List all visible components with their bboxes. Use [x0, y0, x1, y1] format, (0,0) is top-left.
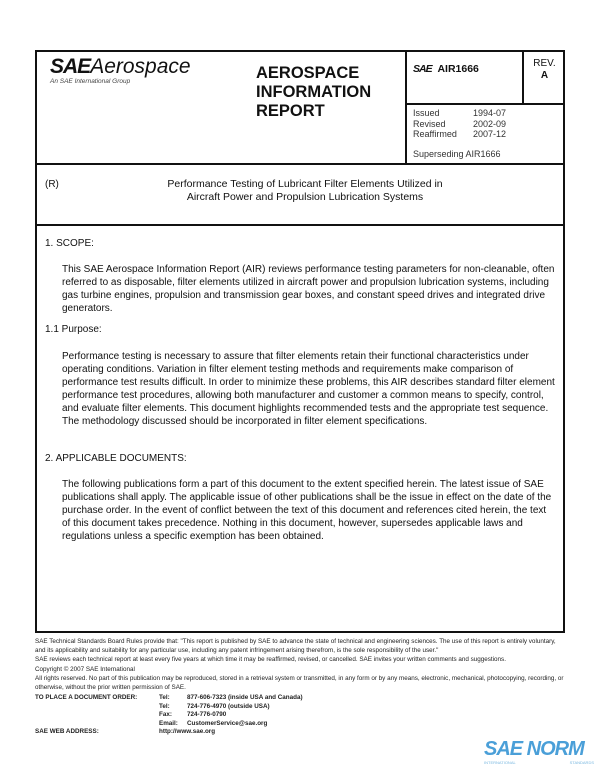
web-block — [35, 728, 567, 737]
document-title: Performance Testing of Lubricant Filter Elements Utilized in Aircraft Power and Propulsion Lubrication Systems — [167, 178, 443, 203]
date-table — [413, 108, 523, 140]
divider — [35, 224, 565, 226]
email-link[interactable]: CustomerService@sae.org — [187, 719, 268, 727]
section-1-text: This SAE Aerospace Information Report (AIR) reviews performance testing parameters for non-cleanable, often referred to as disposable, filter elements utilized in aircraft power and propulsion lubrication systems, including gas turbine engines, propulsion and transmission gear boxes, and constant speed drives and integrated drive generators. — [62, 264, 555, 314]
order-label: TO PLACE A DOCUMENT ORDER: — [35, 694, 138, 701]
section-1-1-text: Performance testing is necessary to assure that filter elements retain their functional characteristics under operating conditions. Variation in filter element testing methods and requirements make comparison of performance test results difficult. In order to minimize these problems, this AIR describes standard filter element performance test procedures, allowing both manufacturer and customer a common means to specify, control, and evaluate filter elements. This document highlights recommended tests and the appropriate test sequence. The methodology discussed should be incorporated in filter element specifications. — [62, 351, 555, 427]
revision: REV. A — [533, 58, 556, 81]
section-1-heading: 1. SCOPE: — [45, 238, 94, 249]
doc-number: SAE AIR1666 — [413, 63, 479, 75]
footer — [35, 638, 567, 737]
sae-aerospace-logo: SAEAerospace An SAE International Group — [50, 55, 191, 85]
watermark-caption: INTERNATIONAL STANDARDS — [484, 760, 594, 765]
order-block — [35, 694, 567, 728]
revision-marker: (R) — [45, 179, 59, 190]
divider — [35, 163, 565, 165]
divider — [405, 103, 565, 105]
sae-norm-watermark: SAE NORM INTERNATIONAL STANDARDS — [484, 738, 594, 765]
web-link[interactable]: http://www.sae.org — [159, 728, 216, 735]
section-1-1-heading: 1.1 Purpose: — [45, 324, 102, 335]
section-2-heading: 2. APPLICABLE DOCUMENTS: — [45, 453, 187, 464]
date-issued: Issued 1994-07 — [413, 108, 507, 118]
section-2-text: The following publications form a part of this document to the extent specified herein. The latest issue of SAE publications shall apply. The applicable issue of other publications shall be the issue in effect on the date of the purchase order. In the event of conflict between the text of this document and references cited herein, the text of this document takes precedence. Nothing in this document, however, supersedes applicable laws and regulations unless a specific exemption has been obtained. — [62, 479, 552, 542]
web-label: SAE WEB ADDRESS: — [35, 728, 99, 735]
superseding: Superseding AIR1666 — [413, 149, 501, 159]
divider — [405, 50, 407, 164]
doc-type: AEROSPACE INFORMATION REPORT — [256, 64, 372, 120]
date-reaffirmed: Reaffirmed 2007-12 — [413, 129, 507, 139]
footer-notes: SAE Technical Standards Board Rules provide that: "This report is published by SAE to advance the state of technical and engineering sciences. The use of this report is entirely voluntary, and its applicability and suitability for any particular use, including any patent infringement arising therefrom, is the sole responsibility of the user." SAE reviews each technical report at least every five years at which time it may be reaffirmed, revised, or cancelled. SAE invites your written comments and suggestions. Copyright © 2007 SAE International All rights reserved. No part of this publication may be reproduced, stored in a retrieval system or transmitted, in any form or by any means, electronic, mechanical, photocopying, recording, or otherwise, without the prior written permission of SAE. — [35, 638, 564, 691]
contact-list: Tel: 877-606-7323 (inside USA and Canada) Tel: 724-776-4970 (outside USA) Fax: 724-776-0790 Email: CustomerService@sae.org — [159, 694, 303, 727]
date-revised: Revised 2002-09 — [413, 118, 507, 129]
